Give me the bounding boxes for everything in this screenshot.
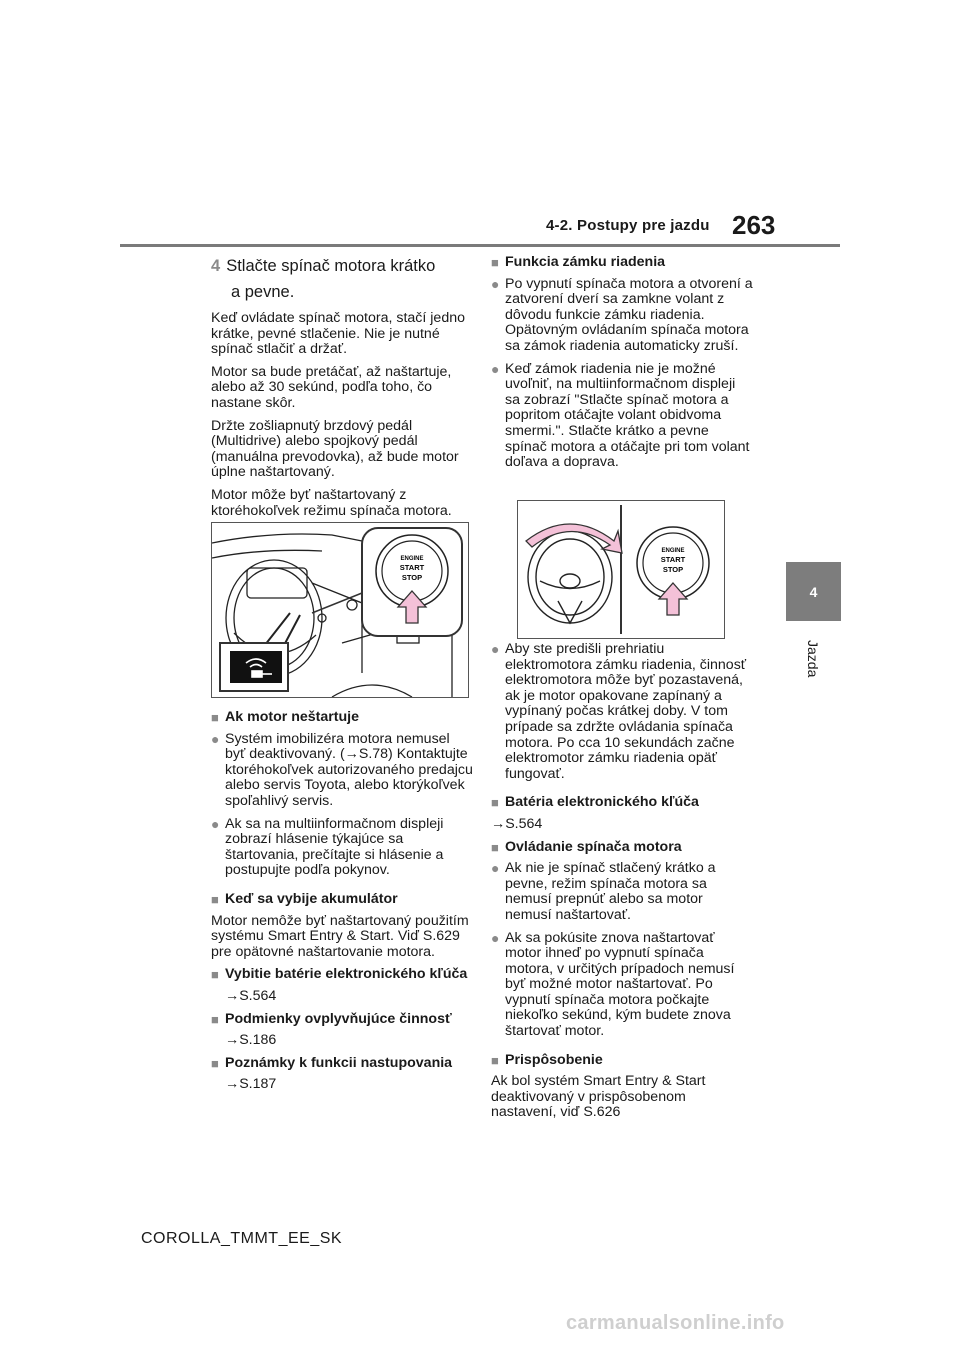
dashboard-drawing xyxy=(212,523,468,697)
section-heading xyxy=(491,795,753,811)
section-heading xyxy=(211,1056,473,1072)
heading-text: Batéria elektronického kľúča xyxy=(505,794,699,811)
square-bullet-icon: ■ xyxy=(491,1052,499,1068)
square-bullet-icon: ■ xyxy=(491,255,499,270)
section-title: 4-2. Postupy pre jazdu xyxy=(546,217,710,234)
section-heading xyxy=(211,967,473,983)
list-item-text: Ak sa pokúsite znova naštartovať motor ihneď po vypnutí spínača motora, v určitých prípadoch nemusí byť možné motor naštartovať. Po vypnutí spínača motora počkajte niekoľko sekúnd, kým budete znova štartovať motor. xyxy=(505,929,735,1040)
page-reference: →S.564 xyxy=(225,987,277,1004)
square-bullet-icon: ■ xyxy=(211,710,219,725)
round-bullet-icon: ● xyxy=(211,815,220,832)
square-bullet-icon: ■ xyxy=(491,795,499,811)
left-column-lower xyxy=(211,704,473,1100)
page-reference: →S.564 xyxy=(491,815,543,832)
chapter-label xyxy=(786,630,841,680)
steering-drawing xyxy=(518,501,724,638)
right-column xyxy=(491,253,753,478)
paragraph: Motor môže byť naštartovaný z ktoréhokoľvek režimu spínača motora. xyxy=(211,486,452,519)
heading-text: Funkcia zámku riadenia xyxy=(505,254,666,270)
page-reference: →S.187 xyxy=(225,1076,277,1093)
model-code: COROLLA_TMMT_EE_SK xyxy=(141,1230,343,1247)
button-label-engine: ENGINE xyxy=(661,548,685,554)
list-item xyxy=(211,732,473,817)
list-item xyxy=(491,931,753,1047)
paragraph: Motor sa bude pretáčať, až naštartuje, alebo až 30 sekúnd, podľa toho, čo nastane skôr. xyxy=(211,363,452,411)
list-item-text: Ak sa na multiinformačnom displeji zobrazí hlásenie týkajúce sa štartovania, prečítajte si hlásenie a postupujte podľa pokynov. xyxy=(225,815,444,879)
press-arrow-icon xyxy=(659,583,687,615)
paragraph: Keď ovládate spínač motora, stačí jedno krátke, pevné stlačenie. Nie je nutné spínač stlačiť a držať. xyxy=(211,310,465,358)
page-number: 263 xyxy=(732,210,776,240)
button-label-stop: STOP xyxy=(662,565,684,574)
left-column xyxy=(211,253,473,526)
step-4 xyxy=(211,253,473,305)
square-bullet-icon: ■ xyxy=(211,891,219,907)
round-bullet-icon: ● xyxy=(491,860,500,877)
button-label-start: START xyxy=(399,563,425,572)
round-bullet-icon: ● xyxy=(491,360,500,377)
step-number: 4 xyxy=(211,257,221,275)
section-heading xyxy=(491,840,753,856)
paragraph: Ak bol systém Smart Entry & Start deaktivovaný v prispôsobenom nastavení, viď S.626 xyxy=(491,1073,706,1121)
heading-text: Vybitie batérie elektronického kľúča xyxy=(225,966,468,983)
square-bullet-icon: ■ xyxy=(211,1011,219,1027)
button-label-start: START xyxy=(660,555,686,564)
list-item xyxy=(491,277,753,362)
section-heading xyxy=(211,1012,473,1028)
chapter-tab: 4 xyxy=(786,562,841,621)
button-label-stop: STOP xyxy=(401,573,423,582)
watermark: carmanualsonline.info xyxy=(566,1312,785,1334)
button-label-engine: ENGINE xyxy=(400,556,424,562)
chapter-label-text: Jazda xyxy=(805,640,821,678)
section-heading xyxy=(491,255,753,271)
heading-text: Prispôsobenie xyxy=(505,1051,603,1068)
list-item-text: Ak nie je spínač stlačený krátko a pevne, režim spínača motora sa nemusí prepnúť alebo sa motor nemusí naštartovať. xyxy=(505,860,716,923)
list-item xyxy=(491,642,753,789)
header-rule xyxy=(120,244,840,247)
list-item-text: Po vypnutí spínača motora a otvorení a zatvorení dverí sa zamkne volant z dôvodu funkcie zámku riadenia. Opätovným ovládaním spínača motora sa zámok riadenia automaticky zruší. xyxy=(505,275,753,354)
heading-text: Podmienky ovplyvňujúce činnosť xyxy=(225,1010,452,1027)
right-column-lower xyxy=(491,642,753,1128)
paragraph: Motor nemôže byť naštartovaný použitím systému Smart Entry & Start. Viď S.629 pre opätovné naštartovanie motora. xyxy=(211,912,469,960)
round-bullet-icon: ● xyxy=(491,929,500,946)
square-bullet-icon: ■ xyxy=(211,967,219,983)
steering-lock-illustration xyxy=(517,500,725,639)
list-item xyxy=(491,362,753,478)
heading-text: Ovládanie spínača motora xyxy=(505,838,682,855)
round-bullet-icon: ● xyxy=(491,641,500,657)
engine-start-illustration xyxy=(211,522,469,698)
square-bullet-icon: ■ xyxy=(491,839,499,855)
round-bullet-icon: ● xyxy=(211,730,220,747)
round-bullet-icon: ● xyxy=(491,275,500,292)
section-heading xyxy=(211,710,473,726)
list-item xyxy=(211,817,473,886)
step-line2: a pevne. xyxy=(231,283,295,301)
list-item-text: Keď zámok riadenia nie je možné uvoľniť, na multiinformačnom displeji sa zobrazí "Stlačte spínač motora a popritom otáčajte volant obidvoma smermi.". Stlačte krátko a pevne spínač motora a otáčajte pri tom volant doľava a doprava. xyxy=(505,360,750,471)
section-heading xyxy=(491,1053,753,1069)
step-line1: Stlačte spínač motora krátko xyxy=(226,257,436,275)
heading-text: Poznámky k funkcii nastupovania xyxy=(225,1054,453,1071)
heading-text: Ak motor neštartuje xyxy=(225,709,360,725)
rotate-arrow-icon xyxy=(526,524,622,553)
section-heading xyxy=(211,892,473,908)
paragraph: Držte zošliapnutý brzdový pedál (Multidrive) alebo spojkový pedál (manuálna prevodovka), až bude motor úplne naštartovaný. xyxy=(211,417,459,481)
heading-text: Keď sa vybije akumulátor xyxy=(225,890,398,907)
list-item xyxy=(491,861,753,930)
square-bullet-icon: ■ xyxy=(211,1055,219,1071)
list-item-text: Systém imobilizéra motora nemusel byť deaktivovaný. (→S.78) Kontaktujte ktoréhokoľvek autorizovaného predajcu alebo servis Toyota, alebo ktorýkoľvek spoľahlivý servis. xyxy=(225,730,473,809)
page-reference: →S.186 xyxy=(225,1032,277,1049)
list-item-text: Aby ste predišli prehriatiu elektromotora zámku riadenia, činnosť elektromotora môže byť pozastavená, ak je motor opakovane zapínaný a vypínaný počas krátkej doby. V tom prípade sa zdržte ovládania spínača motora. Po cca 10 sekundách začne elektromotor zámku riadenia opäť fungovať. xyxy=(505,641,747,782)
